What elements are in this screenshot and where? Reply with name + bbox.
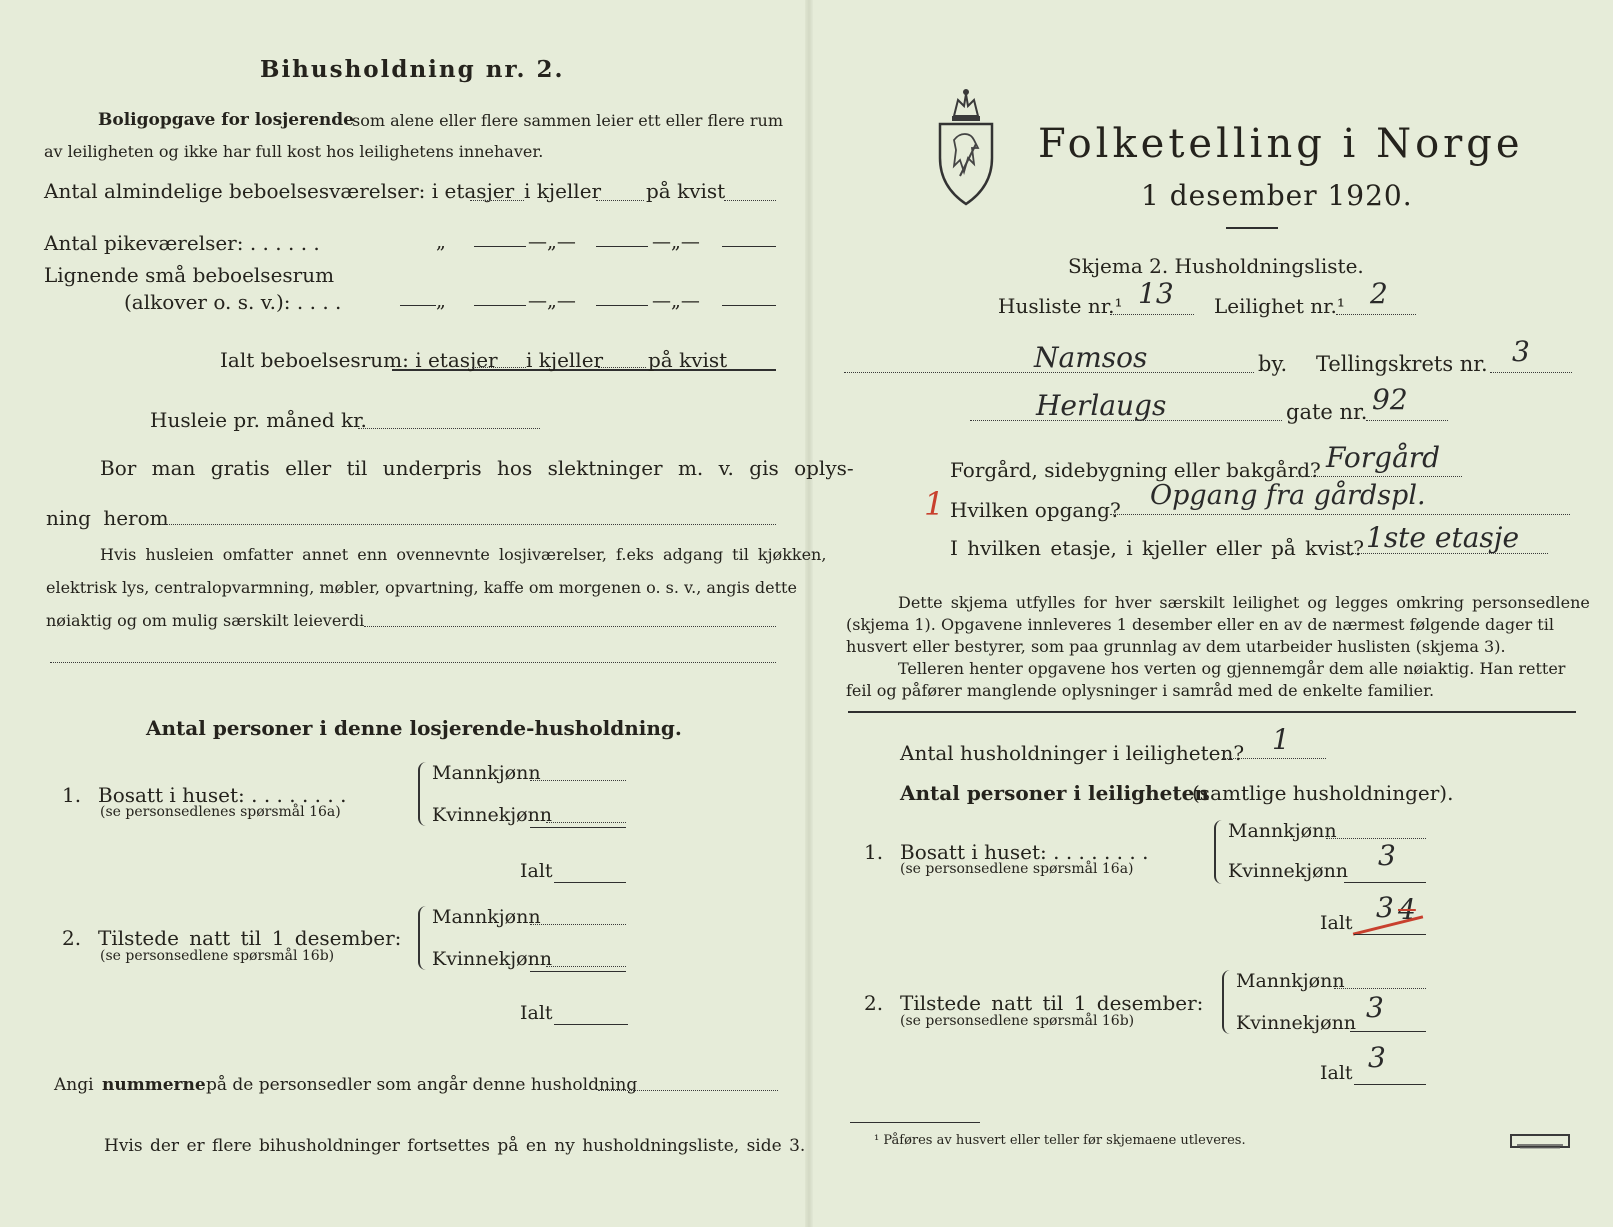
left-q2-mann: Mannkjønn xyxy=(432,906,541,928)
tellingskrets-value[interactable]: 3 xyxy=(1512,335,1530,368)
ialt-bebo-label: Ialt beboelsesrum: i etasjer xyxy=(220,348,498,372)
right-q1-brace xyxy=(1214,820,1224,884)
intro-rest: som alene eller flere sammen leier ett eller flere rum xyxy=(352,111,783,130)
alkover-line-1[interactable] xyxy=(474,305,526,306)
printer-stamp-icon xyxy=(1510,1134,1570,1148)
alkover-line-3[interactable] xyxy=(722,305,776,306)
left-q2-ialt-line[interactable] xyxy=(554,1024,628,1025)
angi-pre: Angi xyxy=(54,1075,94,1095)
right-q1-ialt-value[interactable]: 3 xyxy=(1376,891,1394,924)
alkover-line-0[interactable] xyxy=(400,305,436,306)
husleie-label: Husleie pr. måned kr. xyxy=(150,408,367,432)
gate-nr-line xyxy=(1366,420,1448,421)
pike-ditto-2: —„— xyxy=(528,231,576,253)
left-q2-kvinne-line[interactable] xyxy=(546,966,626,967)
hvis-line-1: Hvis husleien omfatter annet enn ovennevnte losjiværelser, f.eks adgang til kjøkken, xyxy=(100,545,827,564)
gate-line xyxy=(970,420,1282,421)
instr-rule xyxy=(848,711,1576,713)
ialt-kjeller-label: i kjeller xyxy=(526,348,604,372)
ialt-etasjer-line[interactable] xyxy=(472,367,526,368)
right-q1-kvinne-value[interactable]: 3 xyxy=(1378,839,1396,872)
ialt-kvist-label: på kvist xyxy=(648,348,728,372)
alkover-ditto-2: —„— xyxy=(528,290,576,312)
left-q1-label: Bosatt i huset: . . . . . . . . xyxy=(98,783,347,807)
right-q2-kvinne: Kvinnekjønn xyxy=(1236,1012,1357,1034)
right-q1-ialt: Ialt xyxy=(1320,912,1353,934)
alkover-line-2[interactable] xyxy=(596,305,648,306)
footnote-rule xyxy=(850,1122,980,1123)
right-q2-label: Tilstede natt til 1 desember: xyxy=(900,991,1204,1015)
left-antal-personer-heading: Antal personer i denne losjerende-husholdning. xyxy=(146,716,682,740)
right-q1-ialt-line xyxy=(1354,934,1426,935)
right-q1-mann: Mannkjønn xyxy=(1228,820,1337,842)
right-q2-kvinne-value[interactable]: 3 xyxy=(1366,991,1384,1024)
footnote: ¹ Påføres av husvert eller teller før skjemaene utleveres. xyxy=(874,1133,1246,1148)
leilighet-label: Leilighet nr.¹ xyxy=(1214,294,1345,318)
pike-line-1[interactable] xyxy=(474,246,526,247)
herom-line[interactable] xyxy=(162,524,776,525)
angi-line[interactable] xyxy=(598,1090,778,1091)
husleie-line[interactable] xyxy=(358,428,540,429)
instr-line-5: feil og påfører manglende oplysninger i samråd med de enkelte familier. xyxy=(846,681,1435,700)
bor-man-text: Bor man gratis eller til underpris hos slektninger m. v. gis oplys- xyxy=(100,456,854,480)
page-fold xyxy=(805,0,813,1227)
by-value[interactable]: Namsos xyxy=(1034,341,1148,374)
leieverdi-line-2[interactable] xyxy=(50,662,776,663)
left-q2-kvinne: Kvinnekjønn xyxy=(432,948,553,970)
pike-line-3[interactable] xyxy=(722,246,776,247)
tellingskrets-line xyxy=(1490,372,1572,373)
title-rule xyxy=(1226,227,1278,229)
kvist-line[interactable] xyxy=(724,200,776,201)
left-q1-kvinne-line[interactable] xyxy=(546,822,626,823)
pike-ditto-1: „ xyxy=(436,231,446,253)
pike-line-2[interactable] xyxy=(596,246,648,247)
instr-line-4: Telleren henter opgavene hos verten og gjennemgår dem alle nøiaktig. Han retter xyxy=(898,659,1566,678)
right-q1-note: (se personsedlene spørsmål 16a) xyxy=(900,861,1134,877)
gate-label: gate nr. xyxy=(1286,400,1368,424)
right-q2-brace xyxy=(1222,970,1232,1034)
left-q1-note: (se personsedlenes spørsmål 16a) xyxy=(100,804,341,820)
hvis-line-3: nøiaktig og om mulig særskilt leieverdi xyxy=(46,611,365,630)
left-title: Bihusholdning nr. 2. xyxy=(260,56,565,83)
left-q2-sum-rule xyxy=(530,971,626,972)
right-q1-mann-line xyxy=(1326,838,1426,839)
right-title: Folketelling i Norge xyxy=(1038,121,1524,167)
instr-line-1: Dette skjema utfylles for hver særskilt leilighet og legges omkring personsedlene xyxy=(898,593,1590,612)
antal-hush-label: Antal husholdninger i leiligheten? xyxy=(900,741,1245,765)
by-line xyxy=(844,372,1254,373)
left-q1-num: 1. xyxy=(62,783,82,807)
lignende-label: Lignende små beboelsesrum xyxy=(44,263,335,287)
hvis-line-2: elektrisk lys, centralopvarmning, møbler, opvartning, kaffe om morgenen o. s. v., angis dette xyxy=(46,578,797,597)
left-q2-mann-line[interactable] xyxy=(530,924,626,925)
antal-alm-label: Antal almindelige beboelsesværelser: i etasjer xyxy=(44,179,515,203)
left-footer: Hvis der er flere bihusholdninger fortsettes på en ny husholdningsliste, side 3. xyxy=(104,1136,806,1156)
left-q1-kvinne: Kvinnekjønn xyxy=(432,804,553,826)
left-q2-num: 2. xyxy=(62,926,82,950)
left-q2-label: Tilstede natt til 1 desember: xyxy=(98,926,402,950)
pike-label: Antal pikeværelser: . . . . . . xyxy=(44,231,320,255)
ialt-kjeller-line[interactable] xyxy=(598,367,646,368)
gate-nr-value[interactable]: 92 xyxy=(1372,383,1408,416)
opgang-label: Hvilken opgang? xyxy=(950,498,1121,522)
right-q1-label: Bosatt i huset: . . . . . . . . xyxy=(900,840,1149,864)
instr-line-2: (skjema 1). Opgavene innleveres 1 desember eller en av de nærmest følgende dager til xyxy=(846,615,1554,634)
norway-coat-of-arms-icon xyxy=(934,86,998,208)
left-q1-brace xyxy=(418,762,428,826)
right-q2-num: 2. xyxy=(864,991,884,1015)
kjeller-label: i kjeller xyxy=(524,179,602,203)
left-q2-note: (se personsedlene spørsmål 16b) xyxy=(100,948,335,964)
skjema-label: Skjema 2. Husholdningsliste. xyxy=(1068,254,1364,278)
left-q2-brace xyxy=(418,906,428,970)
left-q1-ialt-line[interactable] xyxy=(554,882,626,883)
forgaard-line xyxy=(1296,476,1462,477)
right-q1-kvinne: Kvinnekjønn xyxy=(1228,860,1349,882)
alkover-ditto-1: „ xyxy=(436,290,446,312)
alkover-label: (alkover o. s. v.): . . . . xyxy=(124,290,342,314)
left-q1-ialt: Ialt xyxy=(520,860,553,882)
right-q2-ialt: Ialt xyxy=(1320,1062,1353,1084)
opgang-line xyxy=(1110,514,1570,515)
husliste-label: Husliste nr.¹ xyxy=(998,294,1123,318)
by-label: by. xyxy=(1258,352,1288,376)
left-q1-sum-rule xyxy=(530,827,626,828)
alkover-ditto-3: —„— xyxy=(652,290,700,312)
left-q1-mann: Mannkjønn xyxy=(432,762,541,784)
intro-bold: Boligopgave for losjerende xyxy=(98,110,354,130)
right-q1-num: 1. xyxy=(864,840,884,864)
left-q2-ialt: Ialt xyxy=(520,1002,553,1024)
husliste-value[interactable]: 13 xyxy=(1138,277,1174,310)
husliste-line xyxy=(1110,314,1194,315)
left-q1-mann-line[interactable] xyxy=(530,780,626,781)
antal-hush-line xyxy=(1222,758,1326,759)
right-q2-sum-rule xyxy=(1350,1031,1426,1032)
opgang-value[interactable]: Opgang fra gårdspl. xyxy=(1150,480,1426,511)
gate-value[interactable]: Herlaugs xyxy=(1036,389,1167,422)
etasje-label: I hvilken etasje, i kjeller eller på kvist? xyxy=(950,536,1364,560)
antal-hush-value[interactable]: 1 xyxy=(1272,723,1290,756)
right-q2-mann: Mannkjønn xyxy=(1236,970,1345,992)
etasje-line xyxy=(1344,553,1548,554)
antal-pers-bold: Antal personer i leiligheten xyxy=(900,781,1209,805)
angi-rest: på de personsedler som angår denne husholdning xyxy=(206,1075,638,1095)
right-date: 1 desember 1920. xyxy=(1141,179,1413,212)
right-q1-ialt-struck: 4 xyxy=(1398,893,1416,926)
antal-pers-rest: (samtlige husholdninger). xyxy=(1192,781,1454,805)
instr-line-3: husvert eller bestyrer, som paa grunnlag av dem utarbeider huslisten (skjema 3). xyxy=(846,637,1506,656)
right-q2-ialt-line xyxy=(1354,1084,1426,1085)
angi-bold: nummerne xyxy=(102,1075,206,1095)
right-q2-mann-line xyxy=(1334,988,1426,989)
forgaard-label: Forgård, sidebygning eller bakgård? xyxy=(950,458,1321,482)
right-q1-sum-rule xyxy=(1344,882,1426,883)
kjeller-line[interactable] xyxy=(596,200,644,201)
right-q2-ialt-value[interactable]: 3 xyxy=(1368,1041,1386,1074)
tellingskrets-label: Tellingskrets nr. xyxy=(1316,352,1488,376)
intro-line2: av leiligheten og ikke har full kost hos leilighetens innehaver. xyxy=(44,142,544,161)
right-q2-note: (se personsedlene spørsmål 16b) xyxy=(900,1013,1135,1029)
pike-ditto-3: —„— xyxy=(652,231,700,253)
forgaard-value[interactable]: Forgård xyxy=(1326,441,1441,474)
etasje-value[interactable]: 1ste etasje xyxy=(1366,521,1520,554)
opgang-red-mark: 1 xyxy=(924,485,945,523)
ning-herom-label: ning herom xyxy=(46,506,169,530)
leilighet-line xyxy=(1336,314,1416,315)
kvist-label: på kvist xyxy=(646,179,726,203)
leilighet-value[interactable]: 2 xyxy=(1370,277,1388,310)
etasjer-line[interactable] xyxy=(470,200,524,201)
leieverdi-line[interactable] xyxy=(364,626,776,627)
